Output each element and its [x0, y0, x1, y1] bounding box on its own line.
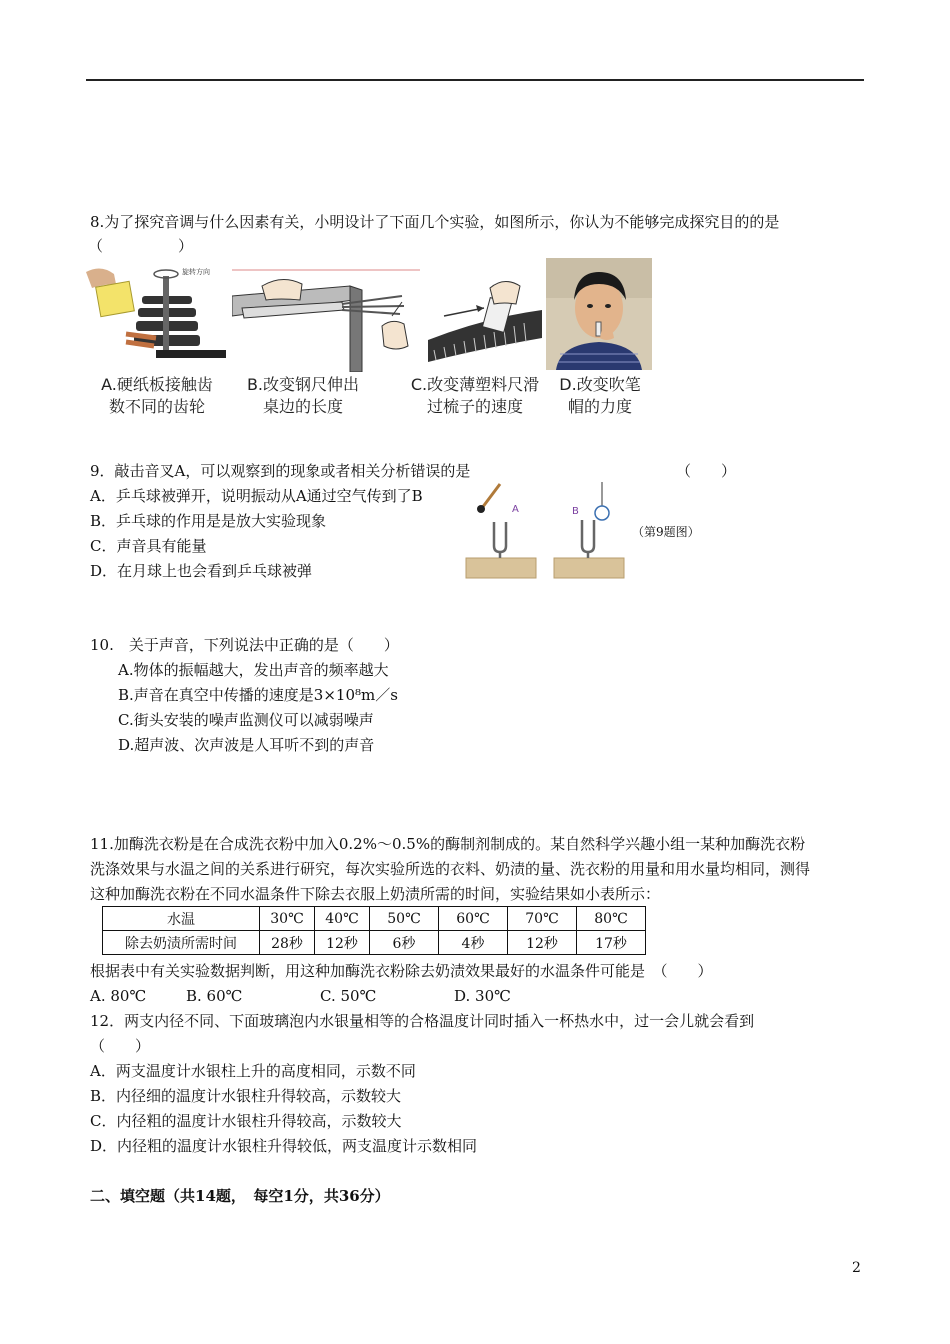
table-cell: 50℃	[370, 907, 439, 931]
q8-option-a-line1: A.硬纸板接触齿	[101, 375, 213, 394]
q11-option-b: B. 60℃	[186, 987, 243, 1005]
ruler-experiment-image	[232, 266, 420, 372]
q11-line-3: 这种加酶洗衣粉在不同水温条件下除去衣服上奶渍所需的时间，实验结果如小表所示：	[90, 885, 661, 903]
page-number: 2	[852, 1260, 861, 1276]
comb-experiment-image	[424, 270, 544, 372]
q12-option-d: D．内径粗的温度计水银柱升得较低，两支温度计示数相同	[90, 1137, 478, 1155]
boy-blowing-pen-cap-photo	[546, 258, 652, 370]
q11-line-1: 11.加酶洗衣粉是在合成洗衣粉中加入0.2%～0.5%的酶制剂制成的。某自然科学兴趣小组一某种加酶洗衣粉	[90, 835, 806, 853]
q8-option-c-line2: 过梳子的速度	[426, 397, 523, 416]
gear-experiment-image	[86, 262, 228, 372]
q12-option-c: C．内径粗的温度计水银柱升得较高，示数较大	[90, 1112, 402, 1130]
q8-option-b-caption	[238, 374, 368, 418]
q12-answer-blank: （ ）	[90, 1037, 151, 1055]
table-cell: 60℃	[439, 907, 508, 931]
fork-b-label: B	[572, 506, 579, 517]
rotation-direction-label: 旋转方向	[182, 268, 210, 276]
table-cell: 70℃	[508, 907, 577, 931]
q10-option-b: B.声音在真空中传播的速度是3×10⁸m／s	[118, 686, 398, 704]
q8-stem: 8.为了探究音调与什么因素有关，小明设计了下面几个实验，如图所示，你认为不能够完成探究目的的是	[90, 213, 780, 231]
q8-option-d-caption	[548, 374, 652, 418]
table-cell: 28秒	[260, 931, 315, 955]
q10-option-d: D.超声波、次声波是人耳听不到的声音	[118, 736, 375, 754]
table-cell: 4秒	[439, 931, 508, 955]
q11-line-2: 洗涤效果与水温之间的关系进行研究，每次实验所选的衣料、奶渍的量、洗衣粉的用量和用水量均相同，测得	[90, 860, 811, 878]
tuning-fork-figure	[462, 480, 626, 580]
table-cell: 6秒	[370, 931, 439, 955]
q9-option-b: B．乒乓球的作用是是放大实验现象	[90, 512, 327, 530]
q10-option-c: C.街头安装的噪声监测仪可以减弱噪声	[118, 711, 374, 729]
q8-option-b-line1: B.改变钢尺伸出	[246, 375, 360, 394]
fork-a-label: A	[512, 504, 519, 515]
q11-option-a: A. 80℃	[90, 987, 147, 1005]
table-cell: 40℃	[315, 907, 370, 931]
q8-option-d-line2: 帽的力度	[567, 397, 632, 416]
q8-option-d-line1: D.改变吹笔	[559, 375, 641, 394]
q9-answer-blank: （ ）	[676, 462, 737, 480]
q8-option-a-caption	[86, 374, 228, 418]
table-header-removal-time: 除去奶渍所需时间	[103, 931, 260, 955]
q11-question: 根据表中有关实验数据判断，用这种加酶洗衣粉除去奶渍效果最好的水温条件可能是 （ ）	[90, 962, 713, 980]
q9-stem: 9．敲击音叉A，可以观察到的现象或者相关分析错误的是	[90, 462, 471, 480]
header-rule	[86, 79, 864, 81]
q8-option-b-line2: 桌边的长度	[262, 397, 343, 416]
table-row	[103, 907, 646, 931]
table-cell: 17秒	[577, 931, 646, 955]
q12-stem: 12．两支内径不同、下面玻璃泡内水银量相等的合格温度计同时插入一杯热水中，过一会儿就会看到	[90, 1012, 755, 1030]
q12-option-b: B．内径细的温度计水银柱升得较高，示数较大	[90, 1087, 402, 1105]
q11-option-c: C. 50℃	[320, 987, 377, 1005]
section-heading: 二、填空题（共14题， 每空1分，共36分）	[90, 1187, 390, 1205]
q8-answer-blank: （ ）	[88, 237, 194, 255]
q9-figure-caption: （第9题图）	[632, 525, 700, 539]
table-cell: 12秒	[508, 931, 577, 955]
table-cell: 80℃	[577, 907, 646, 931]
q11-results-table	[102, 906, 646, 955]
q10-stem: 10. 关于声音，下列说法中正确的是（ ）	[90, 636, 399, 654]
table-cell: 12秒	[315, 931, 370, 955]
q9-option-d: D．在月球上也会看到乒乓球被弹	[90, 562, 313, 580]
q8-option-c-caption	[402, 374, 548, 418]
q11-option-d: D. 30℃	[454, 987, 511, 1005]
q10-option-a: A.物体的振幅越大，发出声音的频率越大	[118, 661, 389, 679]
q12-option-a: A．两支温度计水银柱上升的高度相同，示数不同	[90, 1062, 416, 1080]
table-cell: 30℃	[260, 907, 315, 931]
table-header-water-temp: 水温	[103, 907, 260, 931]
q9-option-a: A．乒乓球被弹开，说明振动从A通过空气传到了B	[90, 487, 423, 505]
table-row	[103, 931, 646, 955]
q9-option-c: C．声音具有能量	[90, 537, 207, 555]
q8-option-a-line2: 数不同的齿轮	[108, 397, 205, 416]
q8-option-c-line1: C.改变薄塑料尺滑	[410, 375, 540, 394]
